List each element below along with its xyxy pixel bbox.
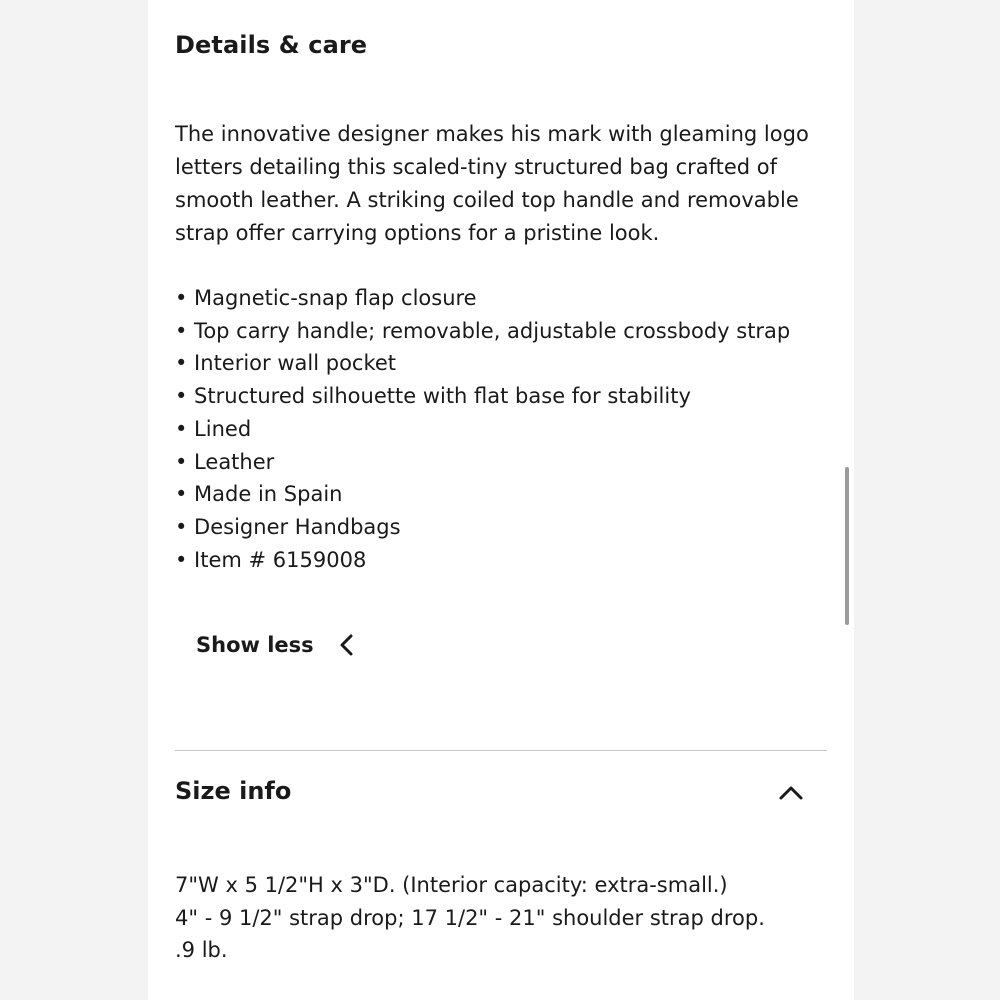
chevron-up-icon[interactable] [777,781,805,805]
feature-item: • Leather [175,449,275,474]
description-line: strap offer carrying options for a pristine look. [175,221,660,245]
feature-item: • Magnetic-snap flap closure [175,286,477,310]
size-info-accordion-header[interactable] [175,777,827,813]
size-info-line: 7"W x 5 1/2"H x 3"D. (Interior capacity: extra-small.) [175,873,728,897]
size-info-heading: Size info [175,777,292,805]
description-line: The innovative designer makes his mark with gleaming logo [175,122,809,146]
feature-item: • Item # 6159008 [175,547,367,572]
feature-item: • Top carry handle; removable, adjustable crossbody strap [175,318,791,343]
size-info-content [175,869,765,967]
description-line: smooth leather. A striking coiled top handle and removable [175,188,799,212]
size-info-line: .9 lb. [175,938,228,962]
feature-item: • Made in Spain [175,482,343,507]
product-description [175,118,815,250]
feature-list [175,282,790,576]
product-details-panel [148,0,854,1000]
feature-item: • Structured silhouette with flat base for stability [175,384,691,409]
description-line: letters detailing this scaled-tiny structured bag crafted of [175,155,778,179]
feature-item: • Interior wall pocket [175,351,397,376]
details-care-heading: Details & care [175,31,368,59]
chevron-left-icon [336,632,358,658]
show-less-button[interactable] [196,632,358,658]
feature-item: • Lined [175,416,252,441]
show-less-label: Show less [196,633,314,657]
section-divider [175,750,827,751]
size-info-line: 4" - 9 1/2" strap drop; 17 1/2" - 21" shoulder strap drop. [175,905,765,930]
feature-item: • Designer Handbags [175,514,401,539]
scrollbar-thumb[interactable] [845,467,849,625]
